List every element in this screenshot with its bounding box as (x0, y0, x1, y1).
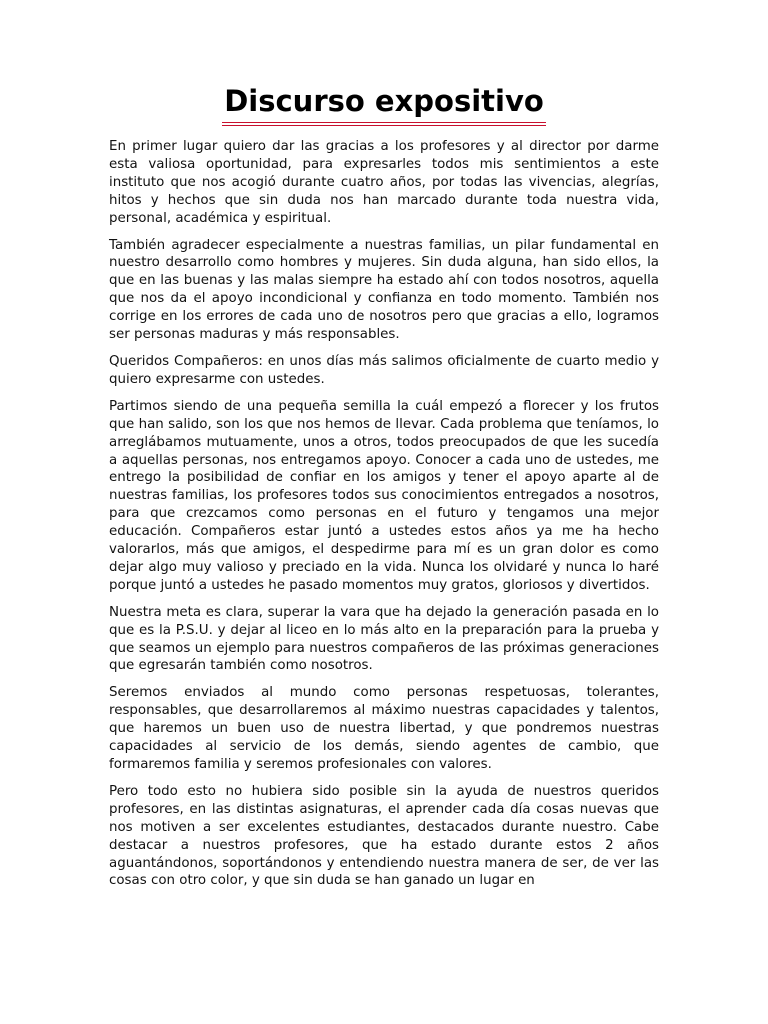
paragraph-3: Queridos Compañeros: en unos días más salimos oficialmente de cuarto medio y quiero expresarme con ustedes. (109, 353, 659, 387)
title-container (109, 82, 659, 126)
paragraph-7: Pero todo esto no hubiera sido posible sin la ayuda de nuestros queridos profesores, en las distintas asignaturas, el aprender cada día cosas nuevas que nos motiven a ser excelentes estudiantes, destacados durante nuestro. Cabe destacar a nuestros profesores, que ha estado durante estos 2 años aguantándonos, soportándonos y entendiendo nuestra manera de ser, de ver las cosas con otro color, y que sin duda se han ganado un lugar en (109, 783, 659, 889)
paragraph-1: En primer lugar quiero dar las gracias a los profesores y al director por darme esta valiosa oportunidad, para expresarles todos mis sentimientos a este instituto que nos acogió durante cuatro años, por todas las vivencias, alegrías, hitos y hechos que sin duda nos han marcado durante toda nuestra vida, personal, académica y espiritual. (109, 139, 659, 226)
paragraph-5: Nuestra meta es clara, superar la vara que ha dejado la generación pasada en lo que es la P.S.U. y dejar al liceo en lo más alto en la preparación para la prueba y que seamos un ejemplo para nuestros compañeros de las próximas generaciones que egresarán también como nosotros. (109, 604, 659, 674)
paragraph-6: Seremos enviados al mundo como personas respetuosas, tolerantes, responsables, que desarrollaremos al máximo nuestras capacidades y talentos, que haremos un buen uso de nuestra libertad, y que pondremos nuestras capacidades al servicio de los demás, siendo agentes de cambio, que formaremos familia y seremos profesionales con valores. (109, 685, 659, 772)
document-page (109, 82, 659, 890)
document-title: Discurso expositivo (222, 82, 546, 126)
paragraph-4: Partimos siendo de una pequeña semilla la cuál empezó a florecer y los frutos que han salido, son los que nos hemos de llevar. Cada problema que teníamos, lo arreglábamos mutuamente, unos a otros, todos preocupados de que les sucedía a aquellas personas, nos entregamos apoyo. Conocer a cada uno de ustedes, me entrego la posibilidad de confiar en los amigos y tener el apoyo aparte al de nuestras familias, los profesores todos sus conocimientos entregados a nosotros, para que crezcamos como personas en el futuro y tengamos una mejor educación. Compañeros estar juntó a ustedes estos años ya me ha hecho valorarlos, más que amigos, el despedirme para mí es un gran dolor es como dejar algo muy valioso y preciado en la vida. Nunca los olvidaré y nunca lo haré porque juntó a ustedes he pasado momentos muy gratos, gloriosos y divertidos. (109, 398, 659, 593)
paragraph-2: También agradecer especialmente a nuestras familias, un pilar fundamental en nuestro desarrollo como hombres y mujeres. Sin duda alguna, han sido ellos, la que en las buenas y las malas siempre ha estado ahí con todos nosotros, aquella que nos da el apoyo incondicional y confianza en todo momento. También nos corrige en los errores de cada uno de nosotros pero que gracias a ello, logramos ser personas maduras y más responsables. (109, 237, 659, 343)
